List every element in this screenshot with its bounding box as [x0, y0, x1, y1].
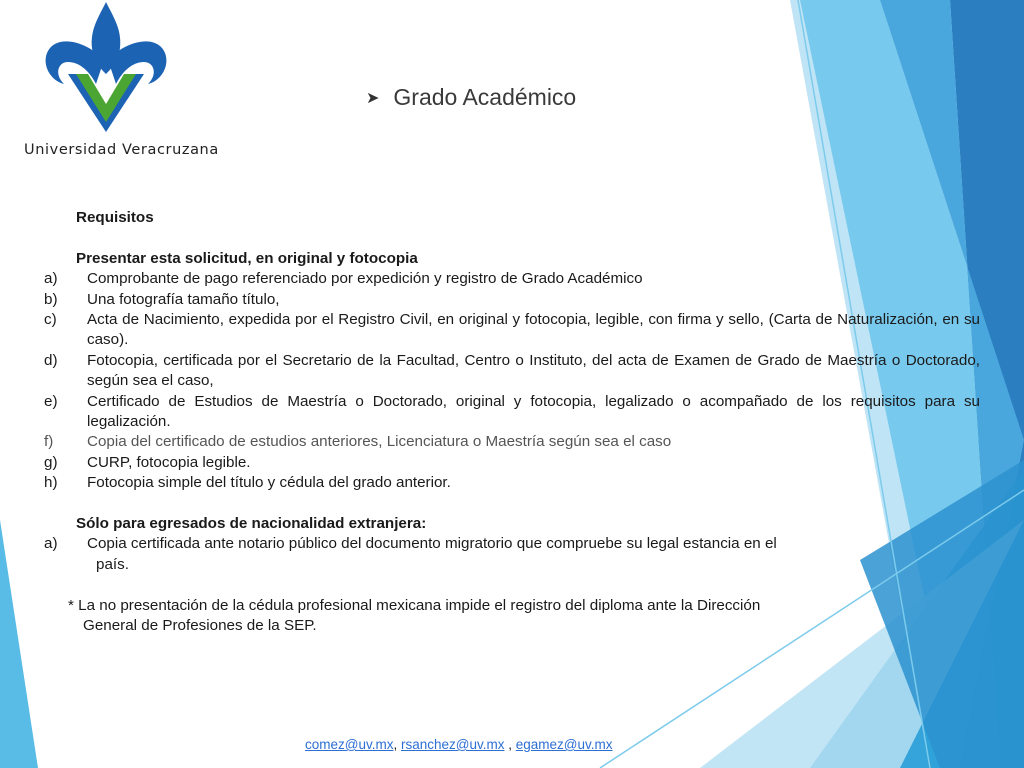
list-item: g) CURP, fotocopia legible. — [44, 453, 251, 471]
list-item: e) Certificado de Estudios de Maestría o Doctorado, original y fotocopia, legalizado o acompañado de los requisitos para su legalización. — [44, 392, 980, 431]
arrow-bullet-icon: ➤ — [366, 89, 380, 107]
list-item: f) Copia del certificado de estudios anteriores, Licenciatura o Maestría según sea el caso — [44, 433, 672, 451]
footnote-line-2: General de Profesiones de la SEP. — [83, 617, 317, 635]
list-item: d) Fotocopia, certificada por el Secretario de la Facultad, Centro o Instituto, del acta de Examen de Grado de Maestría o Doctorado, según sea el caso, — [44, 351, 980, 390]
email-link-egamez[interactable]: egamez@uv.mx — [515, 737, 613, 752]
email-link-comez[interactable]: comez@uv.mx — [305, 737, 394, 752]
list-item: c) Acta de Nacimiento, expedida por el Registro Civil, en original y fotocopia, legible, con firma y sello, (Carta de Naturalización, en su caso). — [44, 311, 980, 349]
footnote-line-1: * La no presentación de la cédula profesional mexicana impide el registro del diploma ante la Dirección — [68, 596, 761, 614]
university-name: Universidad Veracruzana — [24, 142, 219, 158]
title-text: Grado Académico — [393, 84, 577, 110]
fleur-de-lis-v-logo-icon — [10, 0, 210, 140]
list-item: a) Comprobante de pago referenciado por expedición y registro de Grado Académico — [44, 270, 643, 288]
email-link-rsanchez[interactable]: rsanchez@uv.mx — [400, 737, 505, 752]
footnote — [68, 596, 980, 637]
list-item-continuation: país. — [96, 555, 129, 573]
university-logo — [10, 0, 219, 165]
left-accent-shape — [0, 520, 38, 768]
slide-title — [366, 84, 576, 111]
extranjera-heading: Sólo para egresados de nacionalidad extranjera: — [76, 515, 427, 533]
footer-contacts: comez@uv.mx, rsanchez@uv.mx , egamez@uv.mx — [305, 737, 613, 752]
list-item: a) Copia certificada ante notario público del documento migratorio que compruebe su legal estancia en el — [44, 535, 777, 553]
list-item: h) Fotocopia simple del título y cédula del grado anterior. — [44, 474, 451, 492]
requisitos-heading: Requisitos — [76, 209, 154, 226]
requirements-content — [40, 208, 980, 636]
presentar-heading: Presentar esta solicitud, en original y fotocopia — [76, 249, 418, 267]
list-item: b) Una fotografía tamaño título, — [44, 290, 280, 308]
